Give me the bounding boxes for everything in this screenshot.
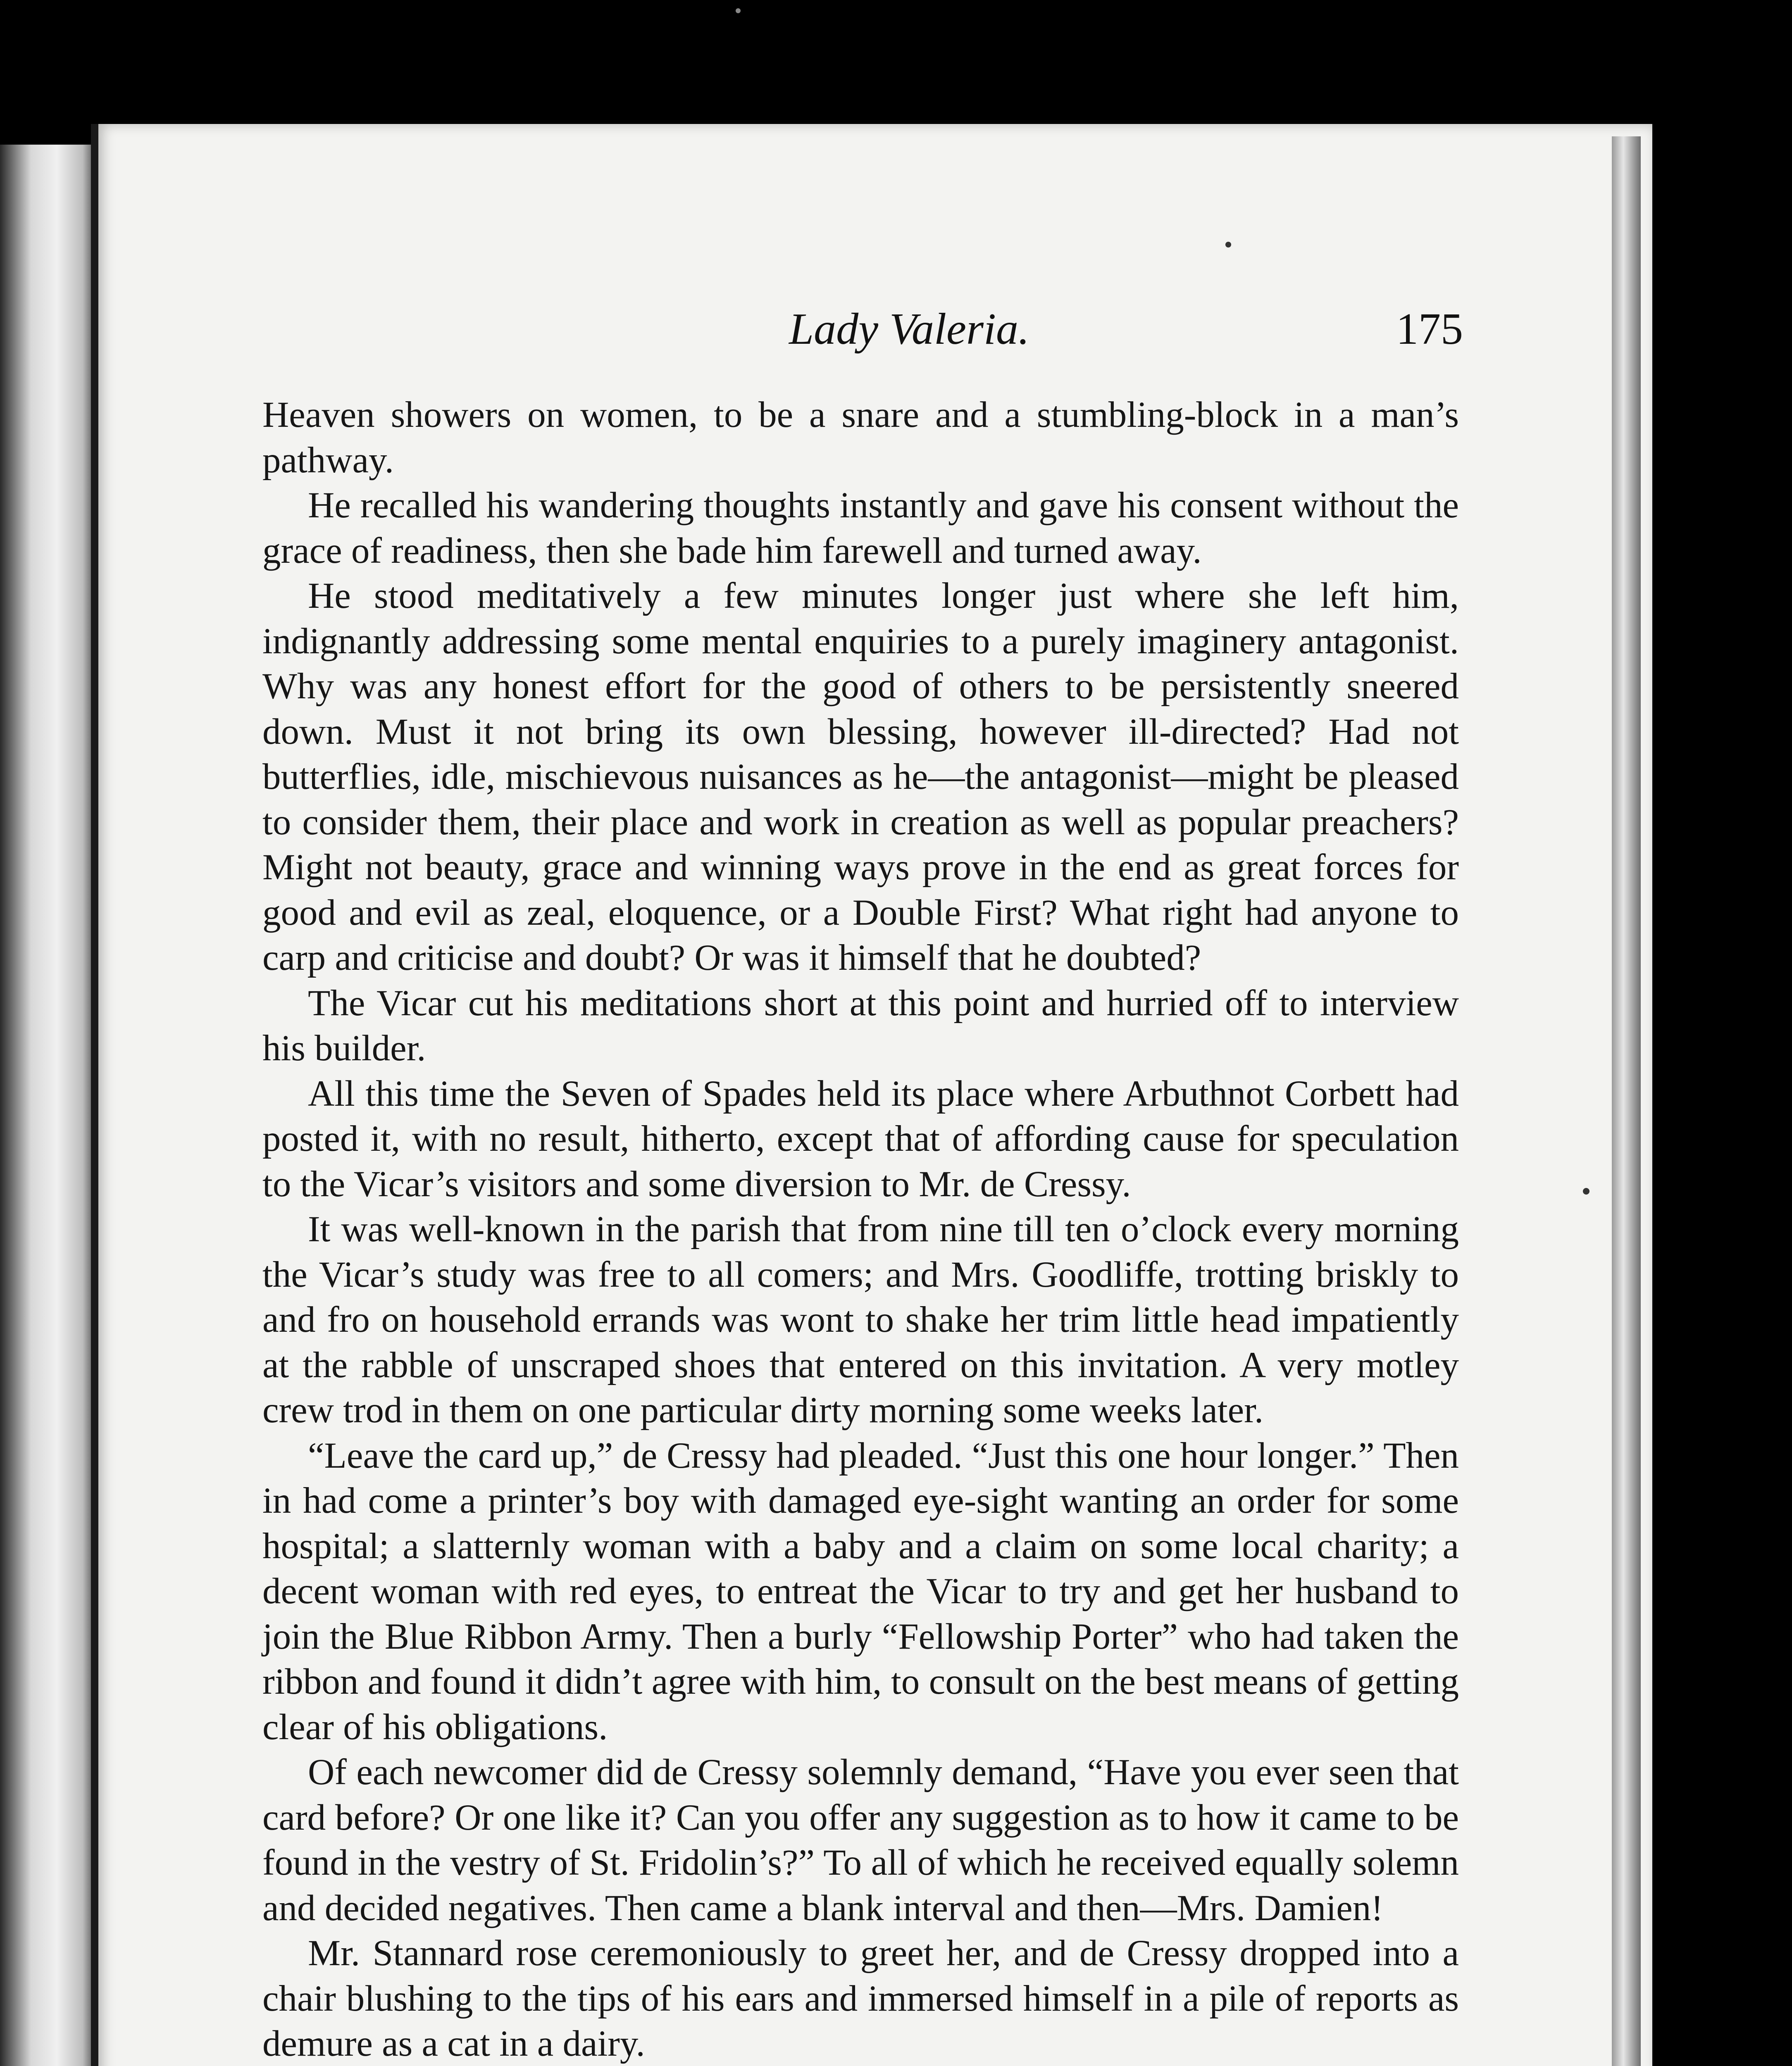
paragraph: Heaven showers on women, to be a snare and a stumbling-block in a man’s pathway. xyxy=(262,395,1459,481)
page-header xyxy=(265,304,1463,362)
paragraph: “Leave the card up,” de Cressy had pleaded. “Just this one hour longer.” Then in had come a printer’s boy with damaged eye-sight wanting an order for some hospital; a slatternly woman with a baby and a claim on some local charity; a decent woman with red eyes, to entreat the Vicar to try and get her husband to join the Blue Ribbon Army. Then a burly “Fellowship Porter” who had taken the ribbon and found it didn’t agree with him, to consult on the best means of getting clear of his obligations. xyxy=(262,1435,1459,1747)
page-number: 175 xyxy=(1396,305,1463,354)
paragraph: It was well-known in the parish that from nine till ten o’clock every morning the Vicar’s study was free to all comers; and Mrs. Goodliffe, trotting briskly to and fro on household errands was wont to shake her trim little head impatiently at the rabble of unscraped shoes that entered on this invitation. A very motley crew trod in them on one particular dirty morning some weeks later. xyxy=(262,1209,1459,1430)
paragraph: He stood meditatively a few minutes longer just where she left him, indignantly addressing some mental enquiries to a purely imaginery antagonist. Why was any honest effort for the good of others to be persistently sneered down. Must it not bring its own blessing, however ill-directed? Had not butterflies, idle, mischievous nuisances as he—the antagonist—might be pleased to consider them, their place and work in creation as well as popular preachers? Might not beauty, grace and winning ways prove in the end as great forces for good and evil as zeal, eloquence, or a Double First? What right had anyone to carp and criticise and doubt? Or was it himself that he doubted? xyxy=(262,576,1459,978)
paragraph: The Vicar cut his meditations short at this point and hurried off to interview his builder. xyxy=(262,983,1459,1069)
previous-page-edge xyxy=(0,145,103,2066)
paragraph: All this time the Seven of Spades held its place where Arbuthnot Corbett had posted it, with no result, hitherto, except that of affording cause for speculation to the Vicar’s visitors and some diversion to Mr. de Cressy. xyxy=(262,1073,1459,1204)
dust-speck xyxy=(1583,1188,1589,1195)
paragraph: He recalled his wandering thoughts instantly and gave his consent without the grace of readiness, then she bade him farewell and turned away. xyxy=(262,485,1459,571)
dust-speck xyxy=(736,8,741,13)
dust-speck xyxy=(1225,242,1231,248)
page-stack-edge xyxy=(1612,136,1641,2066)
running-title: Lady Valeria. xyxy=(789,305,1029,354)
body-text xyxy=(262,393,1459,2066)
paragraph: Of each newcomer did de Cressy solemnly demand, “Have you ever seen that card before? Or one like it? Can you offer any suggestion as to how it came to be found in the vestry of St. Fridolin’s?” To all of which he received equally solemn and decided negatives. Then came a blank interval and then—Mrs. Damien! xyxy=(262,1752,1459,1928)
paragraph: Mr. Stannard rose ceremoniously to greet her, and de Cressy dropped into a chair blushing to the tips of his ears and immersed himself in a pile of reports as demure as a cat in a dairy. xyxy=(262,1933,1459,2064)
